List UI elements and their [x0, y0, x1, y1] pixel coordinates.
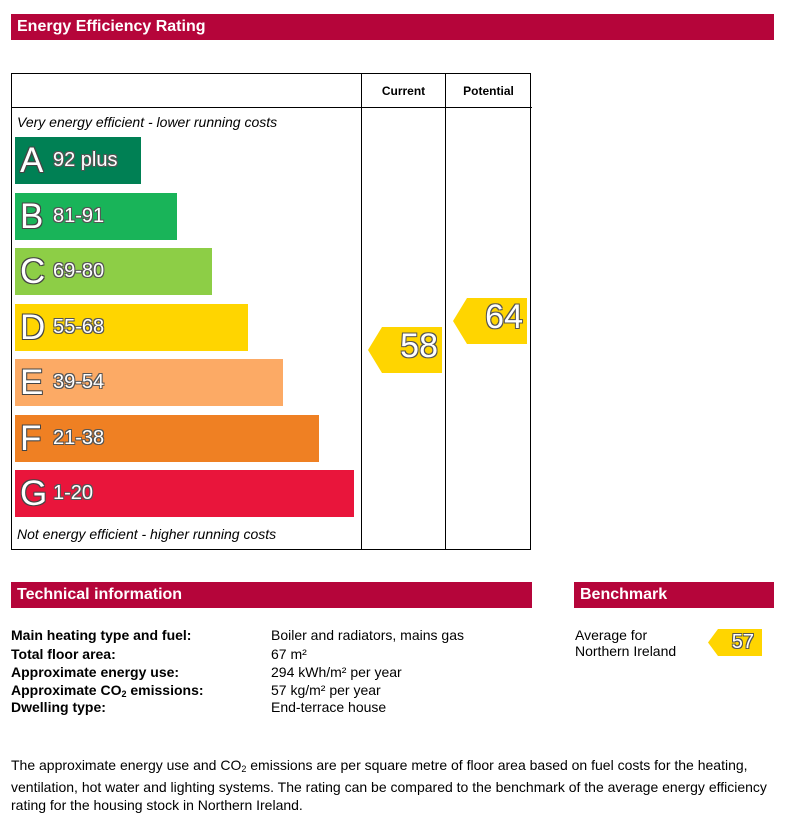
energy-use-value: 294 kWh/m² per year — [271, 664, 402, 680]
potential-rating-marker — [453, 298, 527, 344]
band-letter: E — [20, 363, 44, 402]
rating-chart — [11, 73, 531, 550]
current-rating-value: 58 — [400, 327, 438, 365]
energy-use-label: Approximate energy use: — [11, 664, 180, 680]
band-f — [15, 415, 319, 462]
heating-label: Main heating type and fuel: — [11, 627, 192, 643]
bottom-note: Not energy efficient - higher running costs — [17, 526, 277, 542]
band-e — [15, 359, 283, 406]
top-note: Very energy efficient - lower running costs — [17, 114, 278, 130]
benchmark-marker — [708, 629, 762, 656]
dwelling-type-label: Dwelling type: — [11, 699, 106, 715]
energy-rating-header — [11, 14, 774, 40]
band-g — [15, 470, 354, 517]
benchmark-header — [574, 582, 774, 608]
benchmark-text — [575, 627, 676, 659]
band-letter: C — [20, 252, 46, 291]
band-range: 39-54 — [53, 371, 105, 393]
band-range: 55-68 — [53, 315, 105, 338]
band-a — [15, 137, 141, 184]
band-range: 21-38 — [53, 426, 105, 449]
band-letter: A — [20, 141, 44, 180]
co2-value: 57 kg/m² per year — [271, 682, 381, 698]
floor-area-value: 67 m² — [271, 646, 307, 662]
band-letter: G — [20, 474, 48, 513]
current-rating-marker — [368, 327, 442, 373]
benchmark-line2: Northern Ireland — [575, 643, 677, 659]
band-b — [15, 193, 177, 240]
heating-value: Boiler and radiators, mains gas — [271, 627, 464, 643]
co2-label: Approximate $CO_2$ emissions: — [11, 682, 204, 699]
band-c — [15, 248, 212, 295]
floor-area-label: Total floor area: — [11, 646, 116, 662]
band-range: 81-91 — [53, 204, 105, 227]
band-d — [15, 304, 248, 351]
band-letter: D — [20, 307, 46, 347]
benchmark-title: Benchmark — [580, 586, 668, 603]
potential-column-header: Potential — [463, 84, 514, 98]
technical-title: Technical information — [17, 586, 183, 603]
energy-rating-title: Energy Efficiency Rating — [17, 18, 206, 35]
band-range: 1-20 — [53, 482, 94, 504]
technical-header — [11, 582, 532, 608]
band-range: 92 plus — [53, 149, 118, 171]
band-range: 69-80 — [53, 260, 105, 282]
benchmark-value: 57 — [731, 631, 754, 653]
band-letter: B — [20, 196, 44, 236]
dwelling-type-value: End-terrace house — [271, 699, 387, 715]
technical-info — [11, 626, 551, 726]
potential-rating-value: 64 — [485, 298, 523, 336]
current-column-header: Current — [381, 84, 426, 98]
benchmark-line1: Average for — [575, 627, 648, 643]
footer-note: The approximate energy use and $CO_2$ emissions are per square metre of floor area based on fuel costs for the heating, ventilation, hot water and lighting systems. The rating can be compared to the benchmark of the average energy efficiency rating for the housing stock in Northern Ireland. — [11, 757, 767, 813]
band-letter: F — [20, 418, 42, 458]
